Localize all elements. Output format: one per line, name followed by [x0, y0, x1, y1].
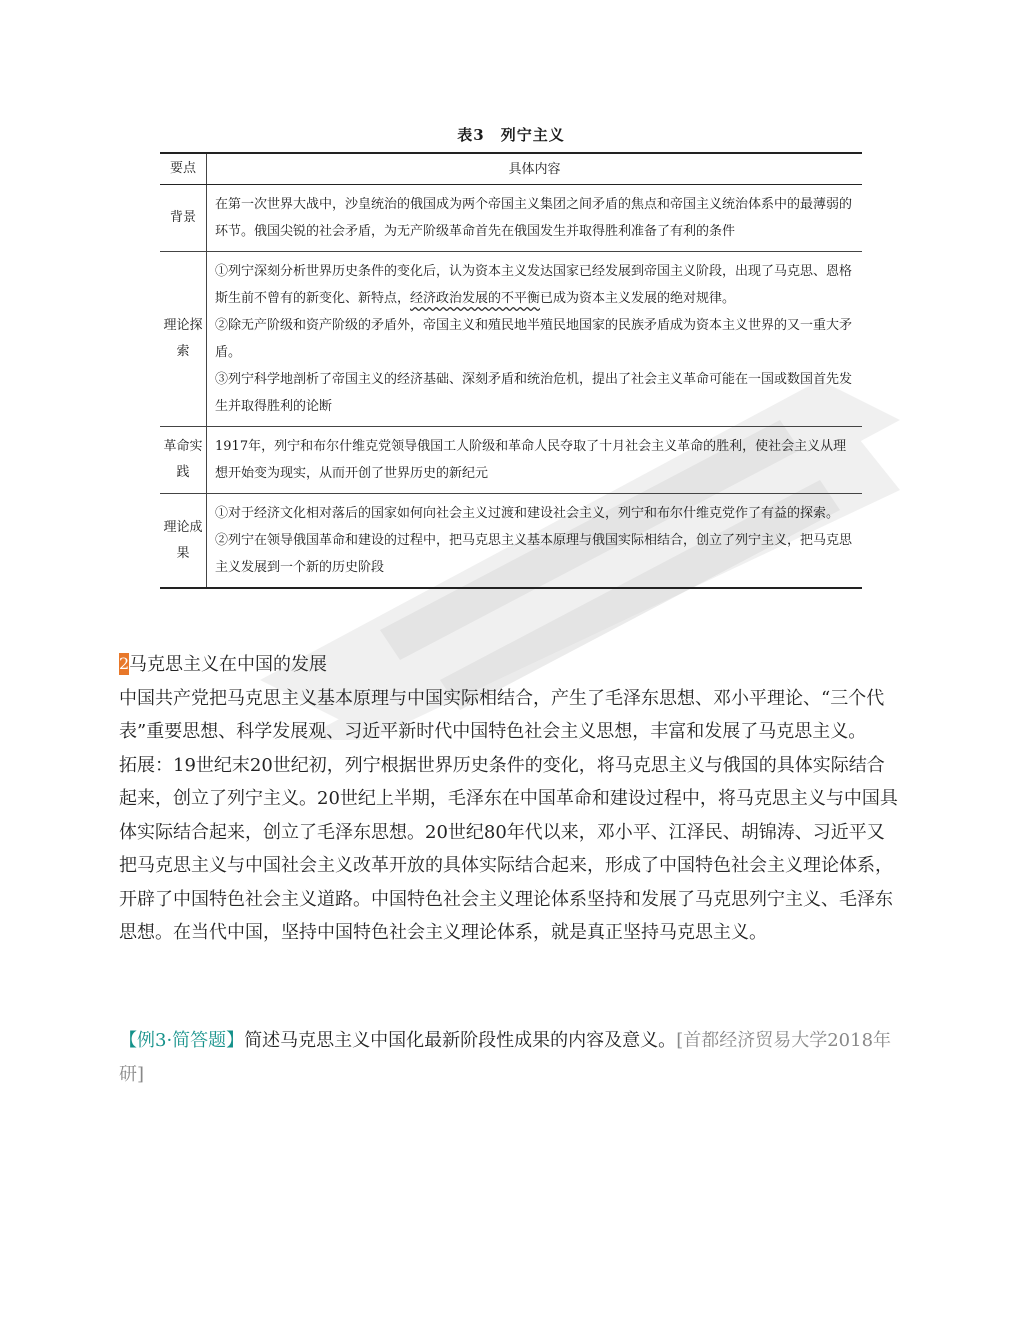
example-tag: 【例3·简答题】 — [119, 1030, 245, 1051]
example-source: [首都经济贸易大学2018年研] — [119, 1030, 892, 1085]
paragraph-2: 拓展：19世纪末20世纪初，列宁根据世界历史条件的变化，将马克思主义与俄国的具体实际结合起来，创立了列宁主义。20世纪上半期，毛泽东在中国革命和建设过程中，将马克思主义与中国具体实际结合起来，创立了毛泽东思想。20世纪80年代以来，邓小平、江泽民、胡锦涛、习近平又把马克思主义与中国社会主义改革开放的具体实际结合起来，形成了中国特色社会主义理论体系，开辟了中国特色社会主义道路。中国特色社会主义理论体系坚持和发展了马克思列宁主义、毛泽东思想。在当代中国，坚持中国特色社会主义理论体系，就是真正坚持马克思主义。 — [119, 754, 898, 943]
header-key: 要点 — [160, 153, 207, 185]
content-line: 1917年，列宁和布尔什维克党领导俄国工人阶级和革命人民夺取了十月社会主义革命的胜利，使社会主义从理想开始变为现实，从而开创了世界历史的新纪元 — [215, 439, 847, 481]
content-line-1 — [215, 258, 858, 312]
section-heading — [119, 648, 901, 682]
table-row — [160, 427, 862, 494]
content-line-2: ②列宁在领导俄国革命和建设的过程中，把马克思主义基本原理与俄国实际相结合，创立了列宁主义，把马克思主义发展到一个新的历史阶段 — [215, 533, 853, 575]
section-number-badge: 2 — [119, 654, 130, 673]
content-line-3: ③列宁科学地剖析了帝国主义的经济基础、深刻矛盾和统治危机，提出了社会主义革命可能在一国或数国首先发生并取得胜利的论断 — [215, 372, 853, 414]
row-key-background: 背景 — [160, 185, 207, 252]
example-line — [119, 1024, 901, 1091]
row-content-background — [207, 185, 863, 252]
table-header-row — [160, 153, 862, 185]
content-line: 在第一次世界大战中，沙皇统治的俄国成为两个帝国主义集团之间矛盾的焦点和帝国主义统治体系中的最薄弱的环节。俄国尖锐的社会矛盾，为无产阶级革命首先在俄国发生并取得胜利准备了有利的条件 — [215, 197, 853, 239]
content-line-1: ①对于经济文化相对落后的国家如何向社会主义过渡和建设社会主义，列宁和布尔什维克党作了有益的探索。 — [215, 506, 840, 521]
example-question — [119, 1024, 901, 1091]
table-row — [160, 252, 862, 427]
paragraph-1: 中国共产党把马克思主义基本原理与中国实际相结合，产生了毛泽东思想、邓小平理论、“三个代表”重要思想、科学发展观、习近平新时代中国特色社会主义思想，丰富和发展了马克思主义。 — [119, 687, 885, 742]
row-content-theory — [207, 252, 863, 427]
leninism-table — [160, 152, 862, 589]
row-key-results: 理论成果 — [160, 494, 207, 589]
content-text: 已成为资本主义发展的绝对规律。 — [540, 291, 736, 306]
content-text: ①列宁深刻分析世界历史条件的变化后，认为资本主义发达国家已经发展到帝国主义阶段，出现了马克思、恩格斯生前不曾有的新变化、新特点， — [215, 264, 853, 306]
table-caption: 表3 列宁主义 — [457, 126, 565, 144]
table-row — [160, 185, 862, 252]
example-question-text: 简述马克思主义中国化最新阶段性成果的内容及意义。 — [244, 1030, 677, 1051]
row-content-results — [207, 494, 863, 589]
table-row — [160, 494, 862, 589]
section-marxism-in-china — [119, 648, 901, 950]
content-line-2: ②除无产阶级和资产阶级的矛盾外，帝国主义和殖民地半殖民地国家的民族矛盾成为资本主义世界的又一重大矛盾。 — [215, 318, 853, 360]
wavy-underlined-text: 经济政治发展的不平衡 — [410, 291, 541, 306]
row-content-practice — [207, 427, 863, 494]
row-key-practice: 革命实践 — [160, 427, 207, 494]
header-content: 具体内容 — [207, 153, 863, 185]
row-key-theory: 理论探索 — [160, 252, 207, 427]
section-title: 马克思主义在中国的发展 — [129, 654, 327, 675]
